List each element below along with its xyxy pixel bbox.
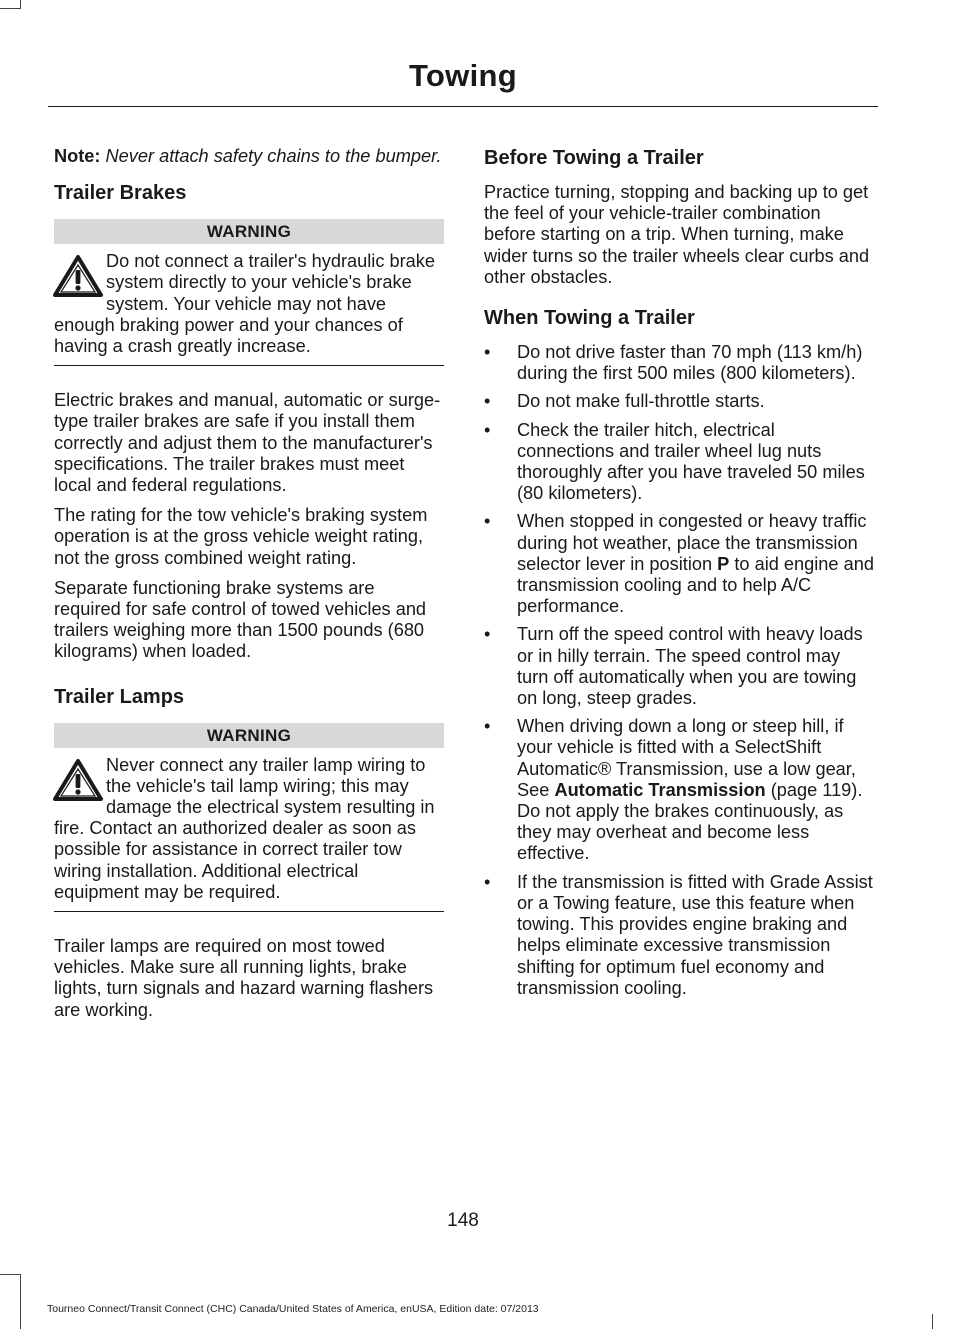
- warning-triangle-icon: [52, 757, 104, 803]
- paragraph: Trailer lamps are required on most towed vehicles. Make sure all running lights, brake lights, turn signals and hazard warning flashers are working.: [54, 936, 434, 1020]
- bullet-icon: •: [484, 511, 491, 532]
- list-item-text: Check the trailer hitch, electrical connections and trailer wheel lug nuts thoroughly after you have traveled 50 miles (80 kilometers).: [517, 419, 865, 504]
- list-item: [484, 342, 876, 384]
- warning-text-brakes: Do not connect a trailer's hydraulic brake system directly to your vehicle's brake system. Your vehicle may not have enough braking power and your chances of having a crash greatly increase.: [54, 251, 435, 357]
- paragraph: The rating for the tow vehicle's braking system operation is at the gross vehicle weight rating, not the gross combined weight rating.: [54, 505, 428, 568]
- cross-reference-link[interactable]: Automatic Transmission: [554, 779, 766, 800]
- heading-when-towing: When Towing a Trailer: [484, 307, 695, 330]
- list-item: [484, 624, 876, 709]
- bullet-icon: •: [484, 342, 491, 363]
- list-item: [484, 716, 876, 864]
- heading-trailer-brakes: Trailer Brakes: [54, 182, 187, 205]
- paragraph: Electric brakes and manual, automatic or surge-type trailer brakes are safe if you install them correctly and adjust them to the manufacturer's specifications. The trailer brakes must meet local and federal regulations.: [54, 390, 441, 496]
- list-item-text: When driving down a long or steep hill, if your vehicle is fitted with a SelectShift Automatic® Transmission, use a low gear, See: [517, 716, 856, 800]
- gear-position-p: P: [717, 553, 730, 574]
- crop-mark: [20, 1274, 21, 1329]
- list-item: [484, 872, 876, 999]
- footer-edition-info: Tourneo Connect/Transit Connect (CHC) Canada/United States of America, enUSA, Edition date: 07/2013: [47, 1303, 539, 1315]
- crop-mark: [0, 8, 20, 9]
- note-label: Note:: [54, 146, 101, 166]
- warning-banner: WARNING: [54, 219, 444, 244]
- heading-trailer-lamps: Trailer Lamps: [54, 685, 185, 708]
- list-item-text: Do not drive faster than 70 mph (113 km/h) during the first 500 miles (800 kilometers).: [517, 342, 863, 384]
- list-item-text: When stopped in congested or heavy traffic during hot weather, place the transmission selector lever in position: [517, 511, 867, 574]
- crop-mark: [932, 1314, 933, 1329]
- list-item-text: If the transmission is fitted with Grade Assist or a Towing feature, use this feature when towing. This provides engine braking and helps eliminate excessive transmission shifting for optimum fuel economy and transmission cooling.: [517, 871, 873, 998]
- list-item: [484, 391, 876, 412]
- warning-banner: WARNING: [54, 723, 444, 748]
- bullet-icon: •: [484, 624, 491, 645]
- warning-triangle-icon: [52, 253, 104, 299]
- list-item: [484, 420, 876, 505]
- list-item-text: Do not make full-throttle starts.: [517, 391, 765, 412]
- page-reference: (page 119).: [770, 779, 863, 800]
- note: [54, 146, 444, 167]
- crop-mark: [20, 0, 21, 9]
- warning-box-brakes: [54, 251, 444, 363]
- list-item: [484, 511, 876, 617]
- left-column: [54, 146, 444, 1030]
- warning-rule: [54, 365, 444, 366]
- header-rule: [48, 106, 878, 107]
- list-item-text: Do not apply the brakes continuously, as they may overheat and become less effective.: [517, 801, 844, 864]
- bullet-icon: •: [484, 391, 491, 412]
- towing-bullet-list: [484, 342, 876, 999]
- list-item-text: to aid engine and transmission cooling and to help A/C performance.: [517, 553, 874, 617]
- paragraph: Practice turning, stopping and backing up to get the feel of your vehicle-trailer combination before starting on a trip. When turning, make wider turns so the trailer wheels clear curbs and other obstacles.: [484, 182, 870, 287]
- page-title: Towing: [409, 58, 517, 93]
- warning-box-lamps: [54, 755, 444, 909]
- right-column: [484, 146, 876, 1006]
- crop-mark: [0, 1274, 20, 1275]
- bullet-icon: •: [484, 716, 491, 737]
- paragraph: Separate functioning brake systems are required for safe control of towed vehicles and trailers weighing more than 1500 pounds (680 kilograms) when loaded.: [54, 577, 427, 662]
- bullet-icon: •: [484, 871, 491, 892]
- note-text: Never attach safety chains to the bumper.: [105, 146, 442, 166]
- list-item-text: Turn off the speed control with heavy loads or in hilly terrain. The speed control may turn off automatically when you are towing on long, steep grades.: [517, 624, 863, 709]
- heading-before-towing: Before Towing a Trailer: [484, 147, 704, 169]
- warning-rule: [54, 911, 444, 912]
- bullet-icon: •: [484, 419, 491, 440]
- warning-text-lamps: Never connect any trailer lamp wiring to the vehicle's tail lamp wiring; this may damage the electrical system resulting in fire. Contact an authorized dealer as soon as possible for assistance in correct trailer tow wiring installation. Additional electrical equipment may be required.: [54, 754, 435, 902]
- page-number: 148: [447, 1210, 479, 1231]
